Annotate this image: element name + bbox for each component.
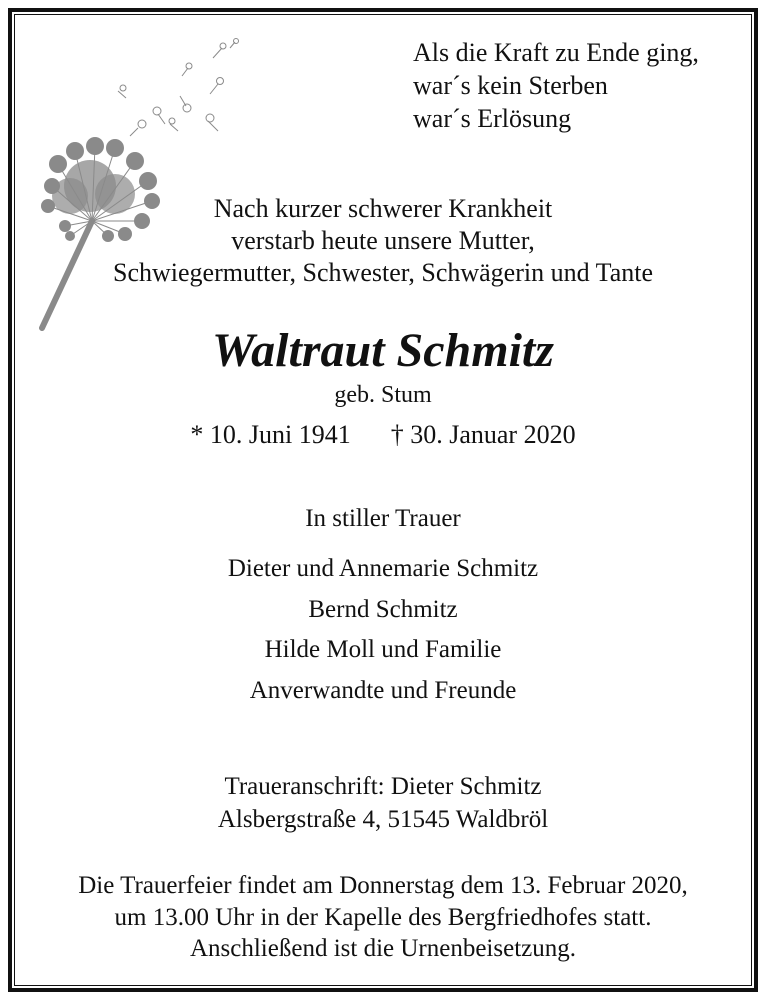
mourner: Hilde Moll und Familie xyxy=(264,636,502,663)
intro-line: Nach kurzer schwerer Krankheit xyxy=(213,194,553,223)
intro-text xyxy=(0,193,766,289)
service-line: Anschließend ist die Urnenbeisetzung. xyxy=(189,935,576,962)
mourning-address xyxy=(0,770,766,836)
poem-line: war´s Erlösung xyxy=(413,104,572,133)
poem xyxy=(413,36,699,135)
mourner: Dieter und Annemarie Schmitz xyxy=(227,555,539,582)
deceased-name: Waltraut Schmitz xyxy=(212,324,554,377)
maiden-name: geb. Stum xyxy=(334,382,432,408)
mourning-heading: In stiller Trauer xyxy=(305,505,461,532)
poem-line: Als die Kraft zu Ende ging, xyxy=(413,38,699,67)
dandelion-icon xyxy=(30,36,260,336)
address-line: Traueranschrift: Dieter Schmitz xyxy=(224,773,542,800)
intro-line: verstarb heute unsere Mutter, xyxy=(231,226,535,255)
death-date: † 30. Januar 2020 xyxy=(390,420,576,449)
service-line: um 13.00 Uhr in der Kapelle des Bergfriedhofes statt. xyxy=(114,903,652,931)
service-line: Die Trauerfeier findet am Donnerstag dem 13. Februar 2020, xyxy=(78,872,688,899)
mourners-list xyxy=(0,549,766,711)
mourner: Bernd Schmitz xyxy=(308,595,458,623)
poem-line: war´s kein Sterben xyxy=(413,71,608,100)
mourner: Anverwandte und Freunde xyxy=(249,676,517,704)
address-line: Alsbergstraße 4, 51545 Waldbröl xyxy=(217,806,549,833)
life-dates xyxy=(0,419,766,451)
intro-line: Schwiegermutter, Schwester, Schwägerin und Tante xyxy=(112,258,654,287)
service-info xyxy=(0,870,766,965)
birth-date: * 10. Juni 1941 xyxy=(190,420,351,449)
